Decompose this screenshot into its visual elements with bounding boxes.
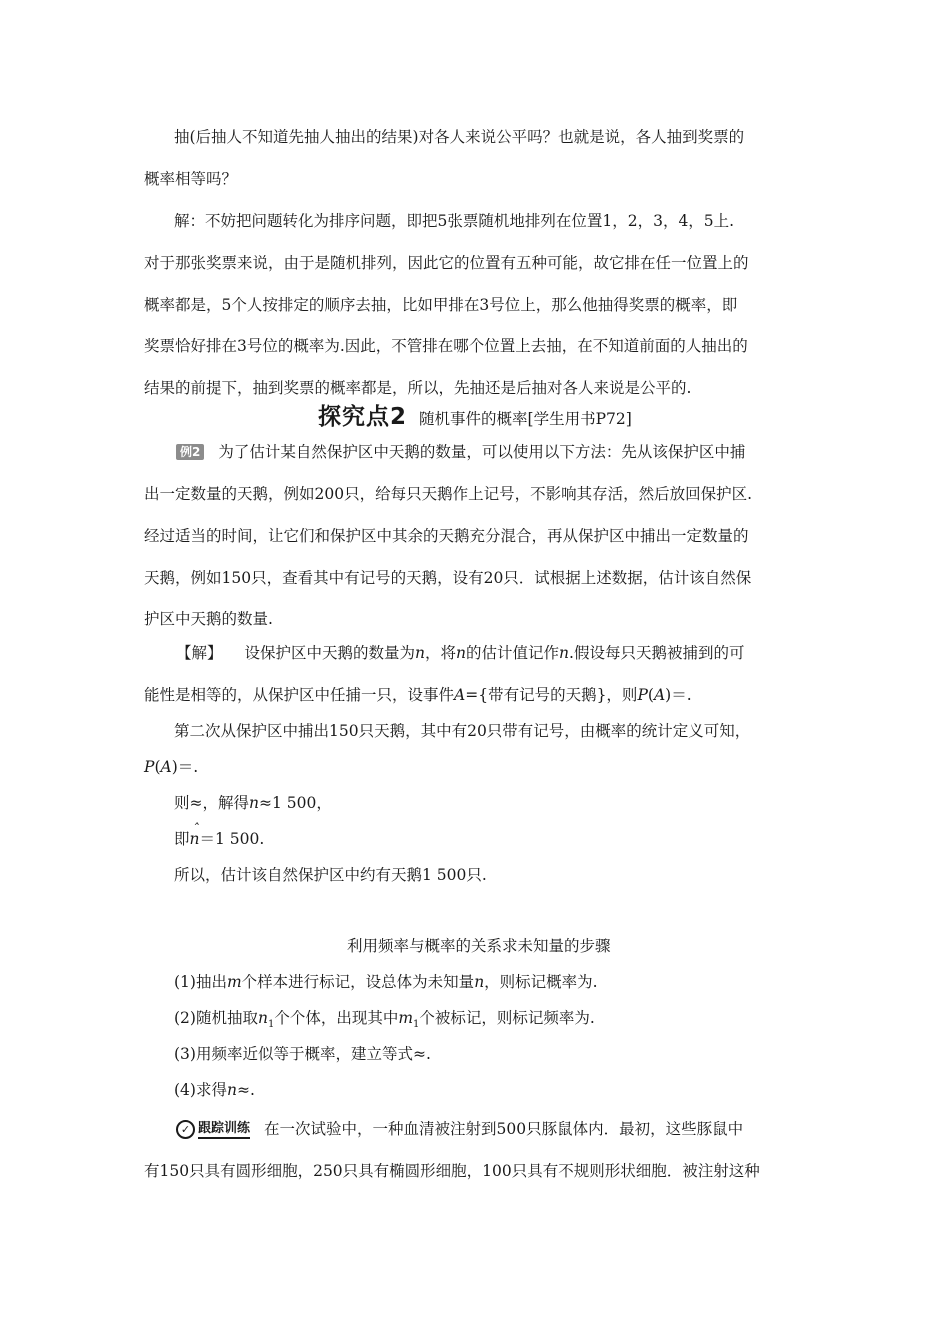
example-line-5: 护区中天鹅的数量.	[144, 610, 273, 628]
method-step-2: (2)随机抽取$n_1$个个体，出现其中$m_1$个被标记，则标记频率为.	[174, 1009, 595, 1031]
section-subtitle: 随机事件的概率[学生用书P72]	[419, 410, 632, 428]
answer-line-7: 所以，估计该自然保护区中约有天鹅1 500只.	[174, 866, 487, 884]
answer-label: 【解】	[176, 644, 223, 662]
check-icon: ✓	[176, 1120, 195, 1139]
tracking-line-2: 有150只具有圆形细胞，250只具有椭圆形细胞，100只具有不规则形状细胞．被注射这种	[144, 1162, 760, 1180]
answer-line-4: P(A)＝.	[144, 758, 199, 776]
example-line-3: 经过适当的时间，让它们和保护区中其余的天鹅充分混合，再从保护区中捕出一定数量的	[144, 527, 749, 545]
solution-line-5: 结果的前提下，抽到奖票的概率都是，所以，先抽还是后抽对各人来说是公平的.	[144, 379, 692, 397]
answer-line-2: 能性是相等的，从保护区中任捕一只，设事件A={带有记号的天鹅}，则P(A)＝.	[144, 686, 692, 704]
example-line-4: 天鹅，例如150只，查看其中有记号的天鹅，设有20只．试根据上述数据，估计该自然保	[144, 569, 752, 587]
section-title: 探究点2	[318, 404, 408, 430]
solution-line-3: 概率都是，5个人按排定的顺序去抽，比如甲排在3号位上，那么他抽得奖票的概率，即	[144, 296, 738, 314]
intro-line-2: 概率相等吗？	[144, 170, 238, 188]
answer-line-6: 即n ˆ＝1 500.	[174, 828, 264, 850]
example-badge: 例2	[176, 444, 204, 460]
answer-line-3: 第二次从保护区中捕出150只天鹅，其中有20只带有记号，由概率的统计定义可知，	[174, 722, 751, 740]
tracking-line-1: ✓ 跟踪训练 在一次试验中，一种血清被注射到500只豚鼠体内．最初，这些豚鼠中	[176, 1118, 743, 1140]
method-title: 利用频率与概率的关系求未知量的步骤	[347, 937, 611, 955]
answer-line-5: 则≈，解得n≈1 500，	[174, 794, 332, 812]
intro-line-1: 抽(后抽人不知道先抽人抽出的结果)对各人来说公平吗？也就是说，各人抽到奖票的	[174, 128, 745, 146]
tracking-label: 跟踪训练	[198, 1121, 250, 1139]
method-step-3: (3)用频率近似等于概率，建立等式≈.	[174, 1045, 431, 1063]
method-step-1: (1)抽出m个样本进行标记，设总体为未知量n，则标记概率为.	[174, 973, 598, 991]
example-line-2: 出一定数量的天鹅，例如200只，给每只天鹅作上记号，不影响其存活，然后放回保护区.	[144, 485, 753, 503]
solution-line-1: 解：不妨把问题转化为排序问题，即把5张票随机地排列在位置1，2，3，4，5上.	[174, 212, 735, 230]
section-heading	[318, 398, 632, 431]
answer-line-1: 【解】 设保护区中天鹅的数量为n，将n的估计值记作n.假设每只天鹅被捕到的可	[176, 644, 745, 662]
solution-line-2: 对于那张奖票来说，由于是随机排列，因此它的位置有五种可能，故它排在任一位置上的	[144, 254, 749, 272]
method-step-4: (4)求得n≈.	[174, 1081, 255, 1099]
solution-line-4: 奖票恰好排在3号位的概率为.因此，不管排在哪个位置上去抽，在不知道前面的人抽出的	[144, 337, 748, 355]
example-line-1: 例2 为了估计某自然保护区中天鹅的数量，可以使用以下方法：先从该保护区中捕	[176, 441, 745, 463]
tracking-badge	[176, 1120, 250, 1139]
